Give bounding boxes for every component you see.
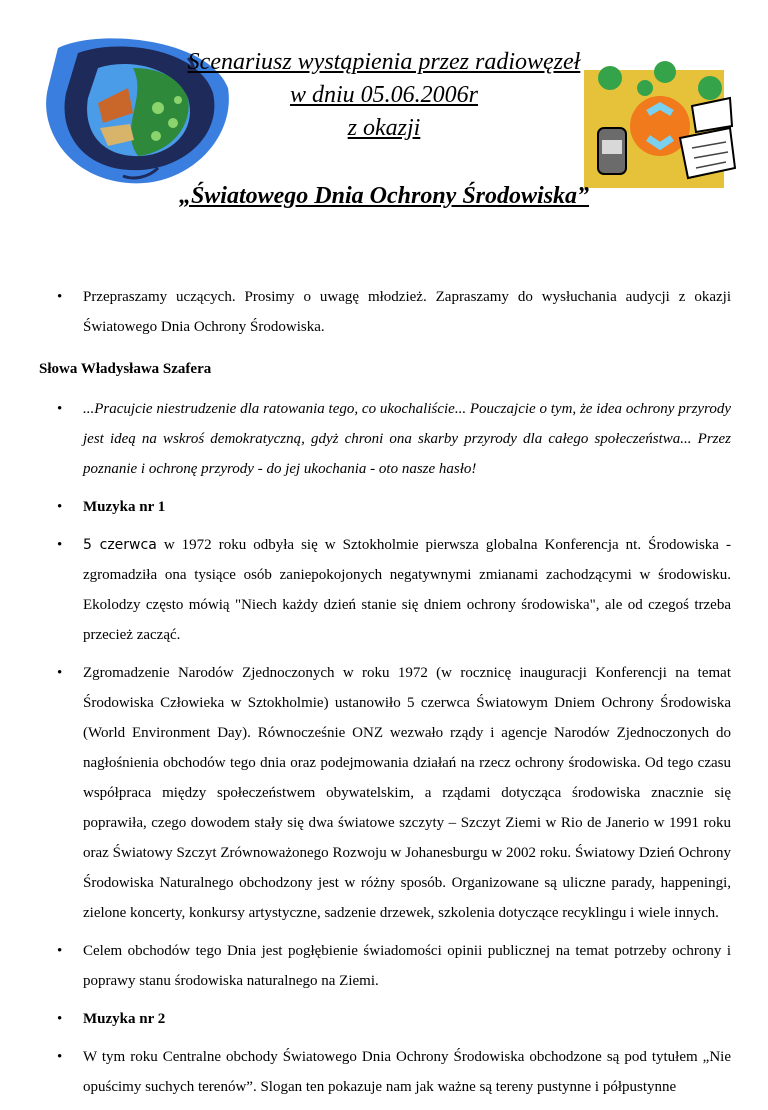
bullet-icon: • <box>57 401 63 417</box>
document-title <box>0 46 768 145</box>
list-item-quote <box>39 394 731 484</box>
paragraph-3-text: Celem obchodów tego Dnia jest pogłębienie świadomości opinii publicznej na temat potrzeby ochrony i poprawy stanu środowiska naturalnego na Ziemi. <box>83 943 731 989</box>
bullet-icon: • <box>57 289 63 305</box>
music-2-label: Muzyka nr 2 <box>83 1011 166 1027</box>
list-item-paragraph-2 <box>39 658 731 928</box>
paragraph-2-text: Zgromadzenie Narodów Zjednoczonych w roku 1972 (w rocznicę inauguracji Konferencji na temat Środowiska Człowieka w Sztokholmie) ustanowiło 5 czerwca Światowym Dniem Ochrony Środowiska (World Environment Day). Równocześnie ONZ wezwało rządy i agencje Narodów Zjednoczonych do nagłośnienia obchodów tego dnia oraz podejmowania działań na rzecz ochrony środowiska. Od tego czasu współpraca między społeczeństwem obywatelskim, a rządami dotycząca środowiska znacznie się poprawiła, czego dowodem stały się dwa światowe szczyty – Szczyt Ziemi w Rio de Janerio w 1991 roku oraz Światowy Szczyt Zrównoważonego Rozwoju w Johanesburgu w 2002 roku. Światowy Dzień Ochrony Środowiska Naturalnego obchodzony jest w różny sposób. Organizowane są uliczne parady, happeningi, zielone koncerty, konkursy artystyczne, sadzenie drzewek, szkolenia dotyczące recyklingu i wiele innych. <box>83 665 731 921</box>
list-item-paragraph-4 <box>39 1042 731 1102</box>
bullet-icon: • <box>57 665 63 681</box>
bullet-icon: • <box>57 537 63 553</box>
bullet-icon: • <box>57 1011 63 1027</box>
list-item-music-2 <box>39 1004 731 1034</box>
paragraph-4-text: W tym roku Centralne obchody Światowego Dnia Ochrony Środowiska obchodzone są pod tytułem „Nie opuścimy suchych terenów”. Slogan ten pokazuje nam jak ważne są tereny pustynne i półpustynne <box>83 1049 731 1095</box>
main-title: „Światowego Dnia Ochrony Środowiska” <box>178 183 590 209</box>
quote-heading: Słowa Władysława Szafera <box>39 361 212 377</box>
date-text: 5 czerwca <box>83 537 157 553</box>
list-item-music-1 <box>39 492 731 522</box>
quote-text: ...Pracujcie niestrudzenie dla ratowania tego, co ukochaliście... Pouczajcie o tym, że idea ochrony przyrody jest ideą na wskroś demokratyczną, gdyż chroni ona skarby przyrody dla całego społeczeństwa... Przez poznanie i ochronę przyrody - do jej ukochania - oto nasze hasło! <box>83 401 731 477</box>
title-line-3: z okazji <box>347 115 421 141</box>
bullet-icon: • <box>57 943 63 959</box>
title-line-2: w dniu 05.06.2006r <box>289 82 478 108</box>
list-item-paragraph-1 <box>39 530 731 650</box>
paragraph-1-text: w 1972 roku odbyła się w Sztokholmie pierwsza globalna Konferencja nt. Środowiska - zgromadziła ona tysiące osób zaniepokojonych negatywnymi zmianami zachodzącymi w środowisku. Ekolodzy często mówią "Niech każdy dzień stanie się dniem ochrony środowiska", ale od czegoś trzeba przecież zacząć. <box>83 537 731 643</box>
title-line-1: Scenariusz wystąpienia przez radiowęzeł <box>187 49 581 75</box>
music-1-label: Muzyka nr 1 <box>83 499 166 515</box>
bullet-icon: • <box>57 1049 63 1065</box>
bullet-icon: • <box>57 499 63 515</box>
document-body <box>39 282 731 1110</box>
list-item-intro <box>39 282 731 342</box>
intro-text: Przepraszamy uczących. Prosimy o uwagę młodzież. Zapraszamy do wysłuchania audycji z okazji Światowego Dnia Ochrony Środowiska. <box>83 289 731 335</box>
list-item-paragraph-3 <box>39 936 731 996</box>
